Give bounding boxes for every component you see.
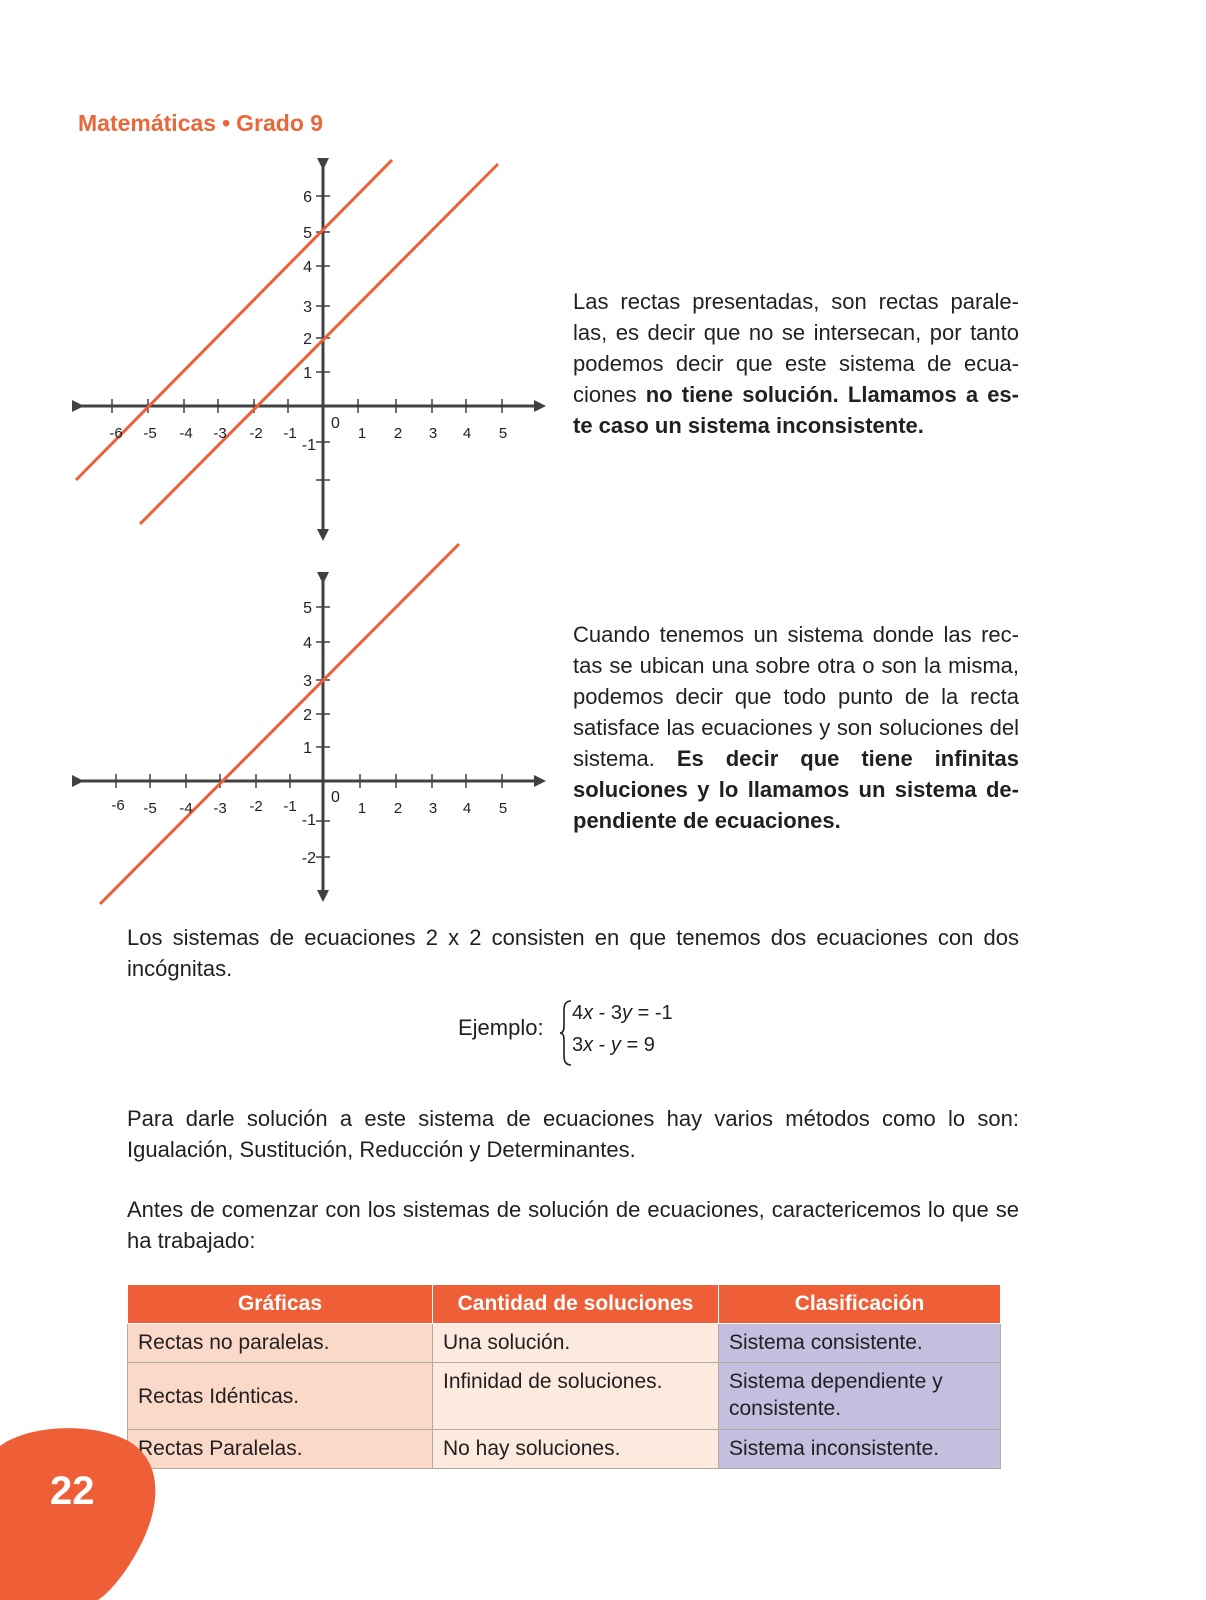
x-tick-label: 1 (357, 425, 367, 442)
x-tick-label: 2 (393, 425, 403, 442)
y-tick-label: 2 (303, 707, 312, 724)
x-tick-label: -1 (283, 798, 297, 815)
y-tick-label: 5 (303, 225, 312, 242)
systems-summary-table (127, 1284, 1001, 1469)
x-tick-label: -2 (249, 425, 263, 442)
x-tick-label: -6 (109, 425, 123, 442)
x-tick-label: -4 (179, 425, 193, 442)
table-cell: Infinidad de soluciones. (433, 1363, 719, 1430)
x-tick-label: -1 (283, 425, 297, 442)
parallel-lines-graph (0, 150, 560, 550)
y-tick-label: 3 (303, 673, 312, 690)
y-tick-label: -1 (301, 812, 316, 829)
y-tick-label: 5 (303, 600, 312, 617)
table-header-row (128, 1285, 1001, 1324)
grade-title: Grado 9 (236, 110, 324, 136)
y-tick-label: 1 (303, 740, 312, 757)
table-cell: Rectas Paralelas. (128, 1430, 433, 1469)
x-tick-label: 1 (357, 800, 367, 817)
x-tick-label: -3 (213, 425, 227, 442)
table-row (128, 1324, 1001, 1363)
equation-2: 3x - y = 9 (572, 1034, 655, 1056)
page-number: 22 (50, 1469, 95, 1513)
explanation-bold: Es decir que tiene infinitas soluciones y lo llamamos un sistema de-pendiente de ecuaciones. (573, 746, 1019, 833)
identical-lines-graph (0, 540, 560, 910)
header-cantidad-soluciones: Cantidad de soluciones (433, 1285, 719, 1324)
x-tick-label: -5 (143, 800, 157, 817)
origin-label: 0 (331, 415, 340, 432)
x-tick-label: 3 (428, 800, 438, 817)
intro-paragraph: Los sistemas de ecuaciones 2 x 2 consisten en que tenemos dos ecuaciones con dos incógnitas. (127, 925, 1019, 981)
origin-label: 0 (331, 789, 340, 806)
table-cell: Sistema dependiente y consistente. (719, 1363, 1001, 1430)
left-brace-icon (560, 1000, 572, 1066)
subject-title: Matemáticas (78, 110, 217, 136)
x-tick-label: 4 (462, 800, 472, 817)
header-graficas: Gráficas (128, 1285, 433, 1324)
y-tick-label: 3 (303, 299, 312, 316)
y-tick-label: 4 (303, 259, 312, 276)
x-tick-label: 3 (428, 425, 438, 442)
x-tick-label: -2 (249, 798, 263, 815)
y-tick-label: 6 (303, 189, 312, 206)
x-tick-label: -3 (213, 800, 227, 817)
page-number-blob (0, 1428, 160, 1600)
y-tick-label: -2 (301, 850, 316, 867)
example-label: Ejemplo: (458, 1015, 544, 1040)
explanation-text: Las rectas presentadas, son rectas parale-las, es decir que no se intersecan, por tanto podemos decir que este sistema de ecua-ciones (573, 289, 1019, 407)
table-cell: Una solución. (433, 1324, 719, 1363)
y-tick-labels (302, 189, 316, 454)
explanation-text: Cuando tenemos un sistema donde las rec-tas se ubican una sobre otra o son la misma, podemos decir que todo punto de la recta satisface las ecuaciones y son soluciones del sistema. (573, 622, 1019, 771)
dependent-system-explanation (573, 619, 1019, 836)
y-tick-labels (302, 600, 316, 867)
equation-1: 4x - 3y = -1 (572, 1002, 673, 1024)
x-tick-label: 2 (393, 800, 403, 817)
table-cell: No hay soluciones. (433, 1430, 719, 1469)
x-tick-label: 5 (498, 425, 508, 442)
y-tick-label: 2 (303, 331, 312, 348)
explanation-bold: no tiene solución. Llamamos a es-te caso un sistema inconsistente. (573, 382, 1019, 438)
table-cell: Sistema consistente. (719, 1324, 1001, 1363)
table-cell: Rectas no paralelas. (128, 1324, 433, 1363)
summary-intro-paragraph: Antes de comenzar con los sistemas de solución de ecuaciones, caractericemos lo que se ha trabajado: (127, 1197, 1019, 1253)
header-clasificacion: Clasificación (719, 1285, 1001, 1324)
identical-line (100, 544, 459, 904)
inconsistent-system-explanation (573, 286, 1019, 441)
y-tick-label: 1 (303, 365, 312, 382)
x-tick-label: -4 (179, 800, 193, 817)
table-cell: Sistema inconsistente. (719, 1430, 1001, 1469)
y-tick-label: -1 (301, 437, 316, 454)
header-separator: • (222, 110, 231, 136)
table-cell: Rectas Idénticas. (128, 1363, 433, 1430)
x-tick-label: -5 (143, 425, 157, 442)
line-b (140, 164, 498, 524)
table-row (128, 1363, 1001, 1430)
y-tick-label: 4 (303, 635, 312, 652)
x-tick-label: -6 (111, 797, 125, 814)
x-tick-label: 5 (498, 800, 508, 817)
table-row (128, 1430, 1001, 1469)
methods-paragraph: Para darle solución a este sistema de ecuaciones hay varios métodos como lo son: Igualación, Sustitución, Reducción y Determinantes. (127, 1106, 1019, 1162)
x-tick-label: 4 (462, 425, 472, 442)
page-header (78, 110, 323, 137)
